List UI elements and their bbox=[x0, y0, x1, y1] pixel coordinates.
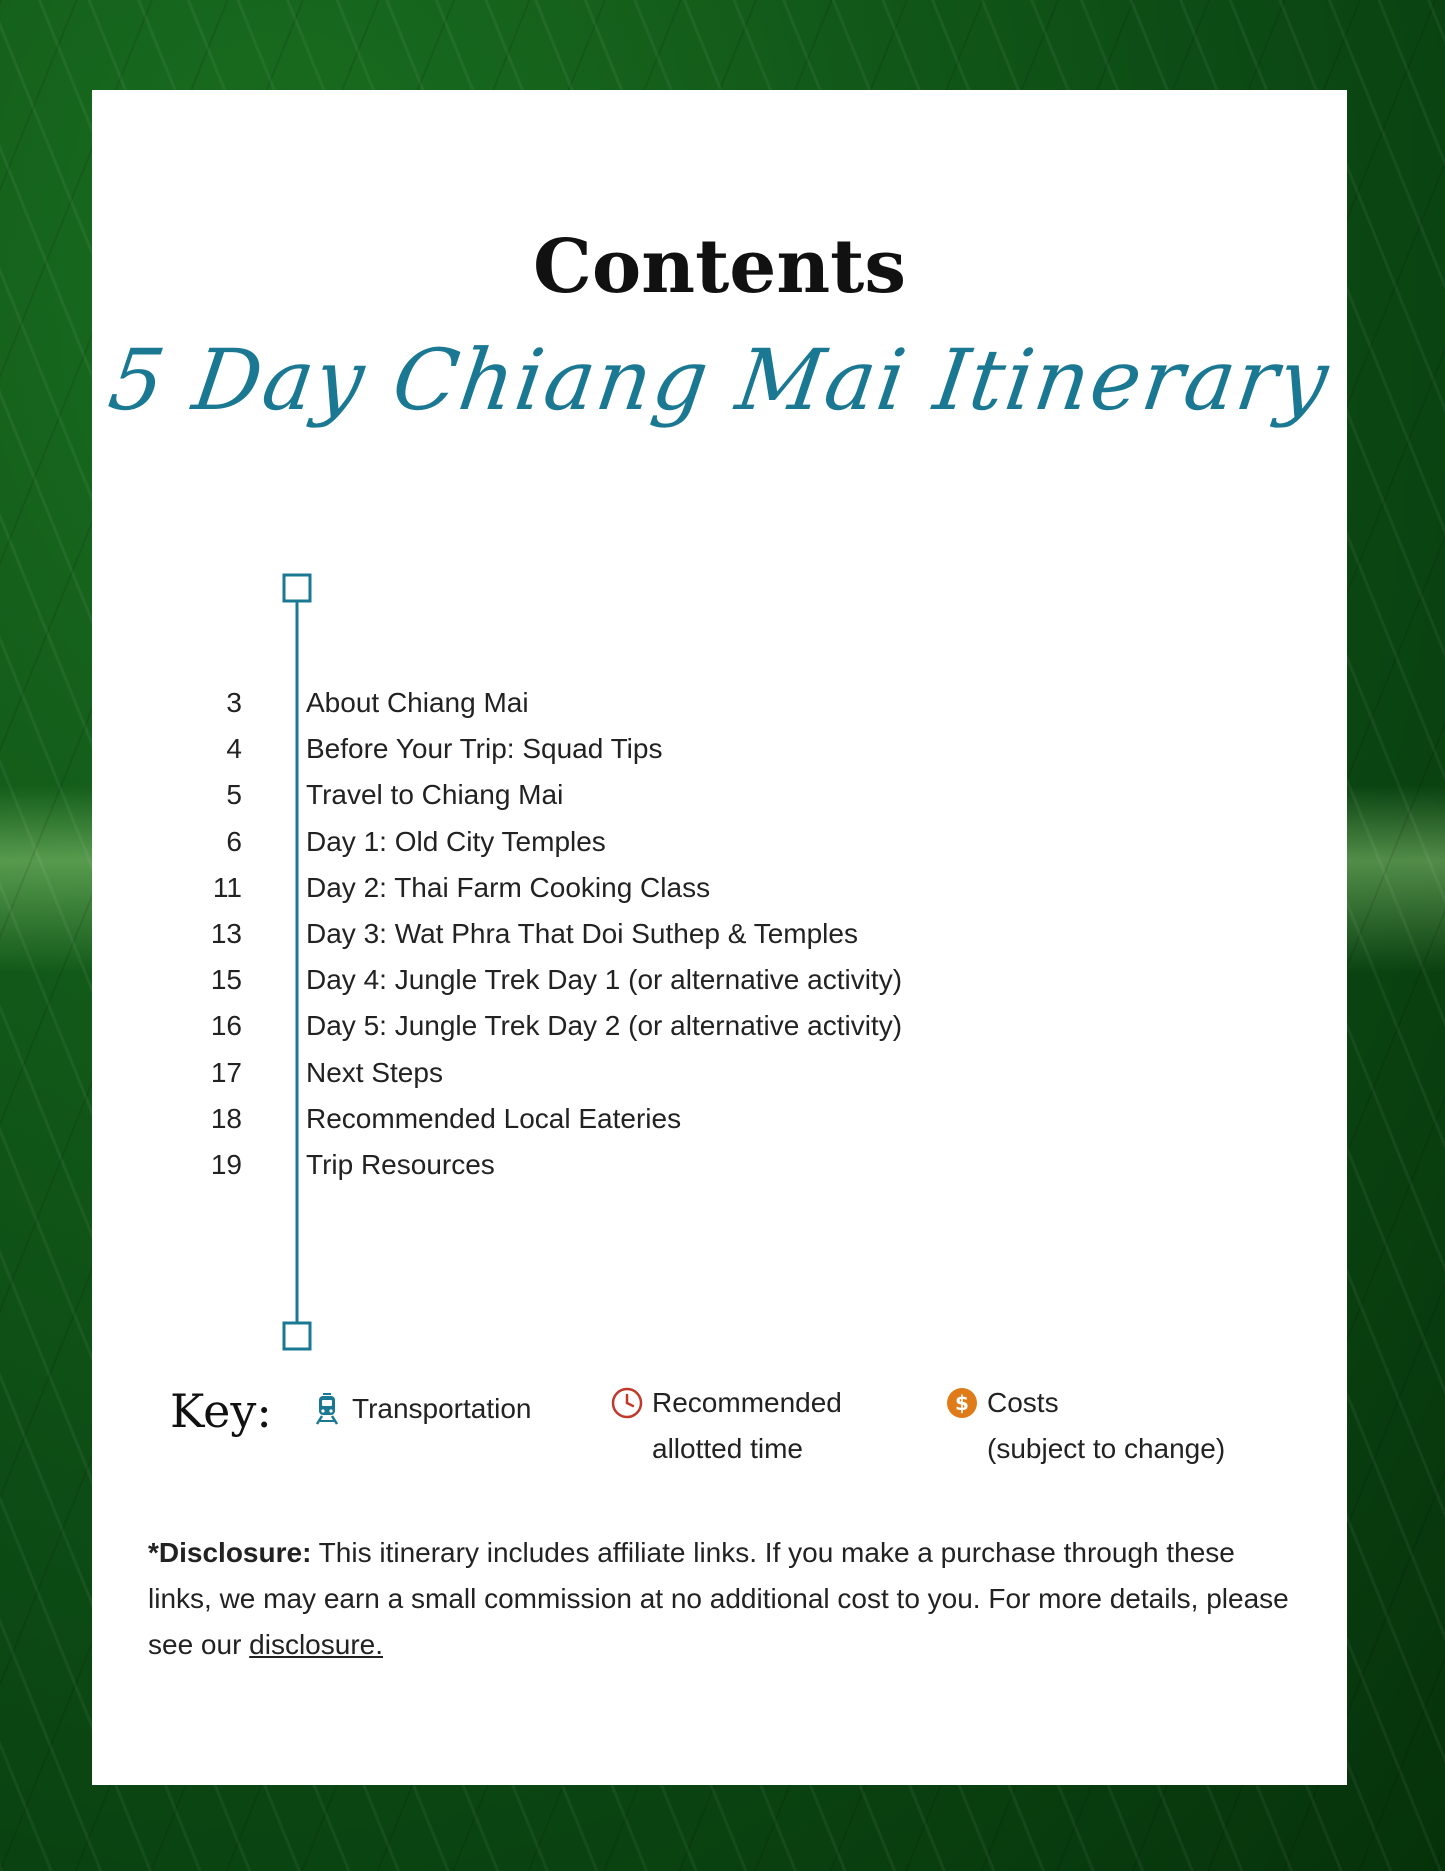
toc-item[interactable] bbox=[192, 819, 902, 865]
toc-page-number: 4 bbox=[226, 733, 242, 765]
disclosure-link[interactable]: disclosure. bbox=[249, 1629, 384, 1660]
key-time-label bbox=[652, 1380, 842, 1472]
toc-item-label: Day 1: Old City Temples bbox=[306, 825, 606, 857]
toc-item-label: Before Your Trip: Squad Tips bbox=[306, 733, 663, 765]
toc-page-number: 5 bbox=[226, 779, 242, 811]
contents-page bbox=[92, 90, 1347, 1785]
key-time-line1: Recommended bbox=[652, 1387, 842, 1418]
toc-item[interactable] bbox=[192, 865, 902, 911]
toc-item-label: Recommended Local Eateries bbox=[306, 1102, 682, 1134]
toc-item[interactable] bbox=[192, 1003, 902, 1049]
key-title: Key: bbox=[170, 1384, 272, 1438]
toc-item[interactable] bbox=[192, 1142, 902, 1188]
toc-item[interactable] bbox=[192, 911, 902, 957]
key-transportation-label: Transportation bbox=[352, 1393, 532, 1424]
toc-item-label: Day 5: Jungle Trek Day 2 (or alternative activity) bbox=[306, 1010, 903, 1042]
timeline-bottom-square bbox=[284, 1323, 310, 1349]
disclosure-body: This itinerary includes affiliate links. If you make a purchase through these links, we may earn a small commission at no additional cost to you. For more details, please see our bbox=[148, 1537, 1289, 1660]
toc-page-number: 3 bbox=[226, 687, 242, 719]
toc-page-number: 11 bbox=[212, 871, 242, 903]
page-title: Contents bbox=[533, 224, 906, 310]
toc-item-label: Travel to Chiang Mai bbox=[306, 779, 564, 811]
toc-item-label: Next Steps bbox=[306, 1056, 443, 1088]
disclosure-label: *Disclosure: bbox=[148, 1537, 312, 1568]
toc-page-number: 13 bbox=[210, 918, 242, 950]
key-transportation bbox=[310, 1386, 532, 1432]
toc-page-number: 19 bbox=[210, 1148, 242, 1180]
dollar-icon bbox=[945, 1386, 979, 1420]
key-time-line2: allotted time bbox=[652, 1433, 803, 1464]
key-costs-line2: (subject to change) bbox=[987, 1433, 1226, 1464]
toc-item[interactable] bbox=[192, 726, 902, 772]
toc-list bbox=[192, 680, 902, 1188]
toc-item[interactable] bbox=[192, 680, 902, 726]
toc-item-label: About Chiang Mai bbox=[306, 687, 529, 719]
clock-icon bbox=[610, 1386, 644, 1420]
key-costs-line1: Costs bbox=[987, 1387, 1059, 1418]
toc-item[interactable] bbox=[192, 772, 902, 818]
toc-item-label: Day 3: Wat Phra That Doi Suthep & Temples bbox=[306, 918, 858, 950]
toc-item[interactable] bbox=[192, 1050, 902, 1096]
itinerary-subtitle: 5 Day Chiang Mai Itinerary bbox=[103, 331, 1336, 429]
toc-page-number: 17 bbox=[210, 1056, 242, 1088]
toc-page-number: 6 bbox=[226, 825, 242, 857]
toc-item[interactable] bbox=[192, 957, 902, 1003]
train-icon bbox=[310, 1392, 344, 1426]
key-costs-label bbox=[987, 1380, 1225, 1472]
toc-item-label: Trip Resources bbox=[306, 1148, 495, 1180]
toc-page-number: 16 bbox=[210, 1010, 242, 1042]
toc-item-label: Day 4: Jungle Trek Day 1 (or alternative activity) bbox=[306, 964, 903, 996]
toc-item-label: Day 2: Thai Farm Cooking Class bbox=[306, 871, 711, 903]
toc-page-number: 18 bbox=[210, 1102, 242, 1134]
toc-page-number: 15 bbox=[210, 964, 242, 996]
svg-text:$: $ bbox=[955, 1391, 969, 1415]
icon-key bbox=[170, 1380, 1290, 1480]
key-recommended-time bbox=[610, 1380, 842, 1472]
disclosure-text bbox=[148, 1530, 1298, 1668]
toc-item[interactable] bbox=[192, 1096, 902, 1142]
key-costs bbox=[945, 1380, 1225, 1472]
timeline-top-square bbox=[284, 575, 310, 601]
